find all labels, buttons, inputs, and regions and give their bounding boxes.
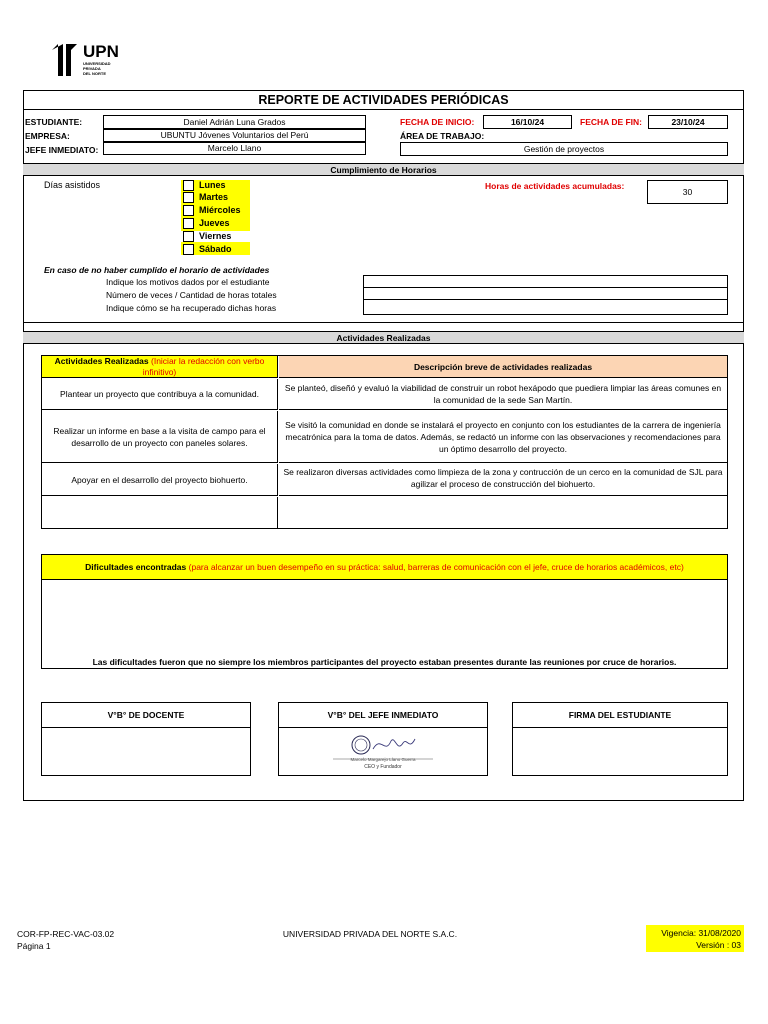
activity-row-1-description: Se planteó, diseñó y evaluó la viabilidad de construir un robot hexápodo que puediera limpiar las áreas comunes en la comunidad de la sede San Martín. (279, 379, 727, 410)
signature-docente-area[interactable] (42, 729, 250, 775)
day-lunes-label: Lunes (199, 180, 226, 190)
day-jueves[interactable] (183, 217, 230, 229)
day-sabado-label: Sábado (199, 244, 232, 254)
signature-student-area[interactable] (513, 729, 727, 775)
signature-jefe-stamp-role: CEO y Fundador (364, 764, 402, 770)
activity-row-3-activity: Apoyar en el desarrollo del proyecto biohuerto. (42, 464, 278, 496)
signature-jefe-label: V°B° DEL JEFE INMEDIATO (279, 703, 487, 728)
days-label: Días asistidos (44, 180, 101, 190)
boss-label: JEFE INMEDIATO: (25, 145, 99, 155)
day-viernes[interactable] (183, 230, 231, 242)
upn-logo-mark (50, 42, 80, 78)
day-lunes[interactable] (183, 179, 226, 191)
activity-row-4-description[interactable] (279, 497, 727, 528)
area-label: ÁREA DE TRABAJO: (400, 131, 485, 141)
sabado-checkbox[interactable] (183, 244, 194, 255)
activity-row-3-description: Se realizaron diversas actividades como limpieza de la zona y contrucción de un cerco en la comunidad de SJL para agilizar el proceso de construcción del biohuerto. (279, 464, 727, 496)
noncompliance-title: En caso de no haber cumplido el horario de actividades (44, 265, 270, 275)
report-title: REPORTE DE ACTIVIDADES PERIÓDICAS (258, 93, 509, 107)
activities-section-title: Actividades Realizadas (23, 331, 744, 344)
footer-validity: Vigencia: 31/08/2020 (661, 928, 741, 938)
day-miercoles-label: Miércoles (199, 205, 241, 215)
hours-label: Horas de actividades acumuladas: (485, 181, 625, 191)
student-field[interactable]: Daniel Adrián Luna Grados (103, 115, 366, 129)
area-field[interactable]: Gestión de proyectos (400, 142, 728, 156)
activity-row-2-activity: Realizar un informe en base a la visita de campo para el desarrollo de un proyecto con paneles solares. (42, 411, 278, 463)
activity-row-1-activity: Plantear un proyecto que contribuya a la comunidad. (42, 379, 278, 410)
boss-field[interactable]: Marcelo Llano (103, 142, 366, 155)
activities-col1-header-note: (Iniciar la redacción con verbo infinitivo) (142, 356, 265, 377)
noncompliance-recovery-field[interactable] (363, 299, 728, 315)
jueves-checkbox[interactable] (183, 218, 194, 229)
upn-logo (50, 42, 130, 80)
company-field[interactable]: UBUNTU Jóvenes Voluntarios del Perú (103, 129, 366, 142)
day-viernes-label: Viernes (199, 231, 232, 241)
activities-col1-header-label: Actividades Realizadas (54, 356, 149, 366)
hours-field[interactable]: 30 (647, 180, 728, 204)
day-jueves-label: Jueves (199, 218, 230, 228)
upn-logo-line-2: PRIVADA (83, 66, 101, 71)
noncompliance-recovery-label: Indique cómo se ha recuperado dichas horas (106, 303, 277, 313)
difficulties-text[interactable]: Las dificultades fueron que no siempre los miembros participantes del proyecto estaban presentes durante las reuniones por cruce de horarios. (92, 657, 677, 667)
activities-col2-header: Descripción breve de actividades realizadas (279, 356, 727, 378)
upn-logo-line-3: DEL NORTE (83, 71, 107, 76)
difficulties-label: Dificultades encontradas (85, 562, 187, 572)
activities-col1-header (42, 356, 278, 378)
day-martes-label: Martes (199, 192, 229, 202)
footer-code: COR-FP-REC-VAC-03.02 (17, 929, 115, 939)
miercoles-checkbox[interactable] (183, 205, 194, 216)
start-date-field[interactable]: 16/10/24 (483, 115, 572, 129)
activity-row-4-activity[interactable] (42, 497, 278, 528)
activity-row-2-description: Se visitó la comunidad en donde se instalará el proyecto en conjunto con los estudiantes de la carrera de ingeniería mecatrónica para la toma de datos. Además, se redactó un informe con las observaciones y recomendaciones para un óptimo desarrollo del proyecto. (279, 411, 727, 463)
day-sabado[interactable] (183, 243, 232, 255)
lunes-checkbox[interactable] (183, 180, 194, 191)
difficulties-header (42, 555, 727, 580)
student-label: ESTUDIANTE: (25, 117, 83, 127)
start-date-label: FECHA DE INICIO: (400, 117, 475, 127)
footer-page: Página 1 (17, 941, 51, 951)
end-date-field[interactable]: 23/10/24 (648, 115, 728, 129)
company-label: EMPRESA: (25, 131, 70, 141)
signature-docente-label: V°B° DE DOCENTE (42, 703, 250, 728)
upn-logo-text: UPN (83, 42, 119, 61)
signature-jefe-area[interactable] (279, 729, 487, 775)
noncompliance-count-label: Número de veces / Cantidad de horas totales (106, 290, 277, 300)
day-miercoles[interactable] (183, 204, 241, 216)
schedule-section-title: Cumplimiento de Horarios (23, 163, 744, 176)
viernes-checkbox[interactable] (183, 231, 194, 242)
footer-version: Versión : 03 (696, 940, 741, 950)
noncompliance-reasons-label: Indique los motivos dados por el estudiante (106, 277, 270, 287)
end-date-label: FECHA DE FIN: (580, 117, 643, 127)
upn-logo-line-1: UNIVERSIDAD (83, 61, 111, 66)
signature-jefe-stamp-name: Marcelo Margarejo Llano Guerra (350, 757, 416, 762)
footer-institution: UNIVERSIDAD PRIVADA DEL NORTE S.A.C. (282, 929, 458, 939)
difficulties-note: (para alcanzar un buen desempeño en su práctica: salud, barreras de comunicación con el jefe, cruce de horarios académicos, etc) (188, 562, 684, 572)
signature-student-label: FIRMA DEL ESTUDIANTE (513, 703, 727, 728)
day-martes[interactable] (183, 191, 228, 203)
martes-checkbox[interactable] (183, 192, 194, 203)
